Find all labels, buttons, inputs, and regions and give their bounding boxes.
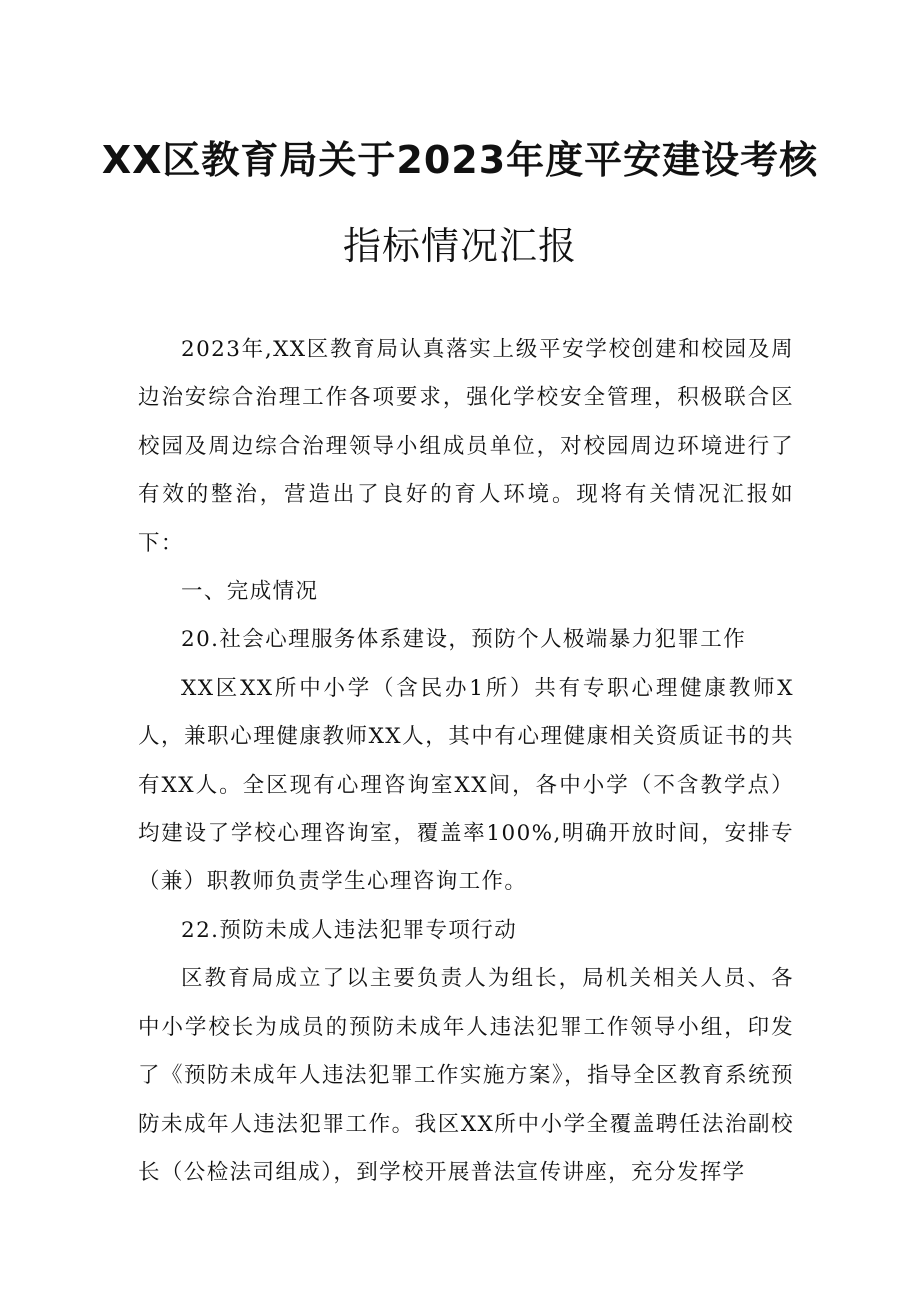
intro-paragraph: 2023年,XX区教育局认真落实上级平安学校创建和校园及周边治安综合治理工作各项要求，强化学校安全管理，积极联合区校园及周边综合治理领导小组成员单位，对校园周边环境进行了有效的整治，营造出了良好的育人环境。现将有关情况汇报如下： <box>138 337 794 556</box>
document-title-line-1: XX区教育局关于2023年度平安建设考核 <box>101 138 819 182</box>
document-title-line-2: 指标情况汇报 <box>342 224 577 268</box>
section-heading-completion: 一、完成情况 <box>181 579 319 605</box>
item-heading-20: 20.社会心理服务体系建设，预防个人极端暴力犯罪工作 <box>181 627 747 653</box>
document-body <box>138 326 794 1197</box>
item-22-paragraph: 区教育局成立了以主要负责人为组长，局机关相关人员、各中小学校长为成员的预防未成年人违法犯罪工作领导小组，印发了《预防未成年人违法犯罪工作实施方案》，指导全区教育系统预防未成年人违法犯罪工作。我区XX所中小学全覆盖聘任法治副校长（公检法司组成），到学校开展普法宣传讲座，充分发挥学 <box>138 966 794 1185</box>
item-heading-22: 22.预防未成人违法犯罪专项行动 <box>181 917 518 943</box>
item-20-paragraph: XX区XX所中小学（含民办1所）共有专职心理健康教师X人，兼职心理健康教师XX人，其中有心理健康相关资质证书的共有XX人。全区现有心理咨询室XX间，各中小学（不含教学点）均建设了学校心理咨询室，覆盖率100%,明确开放时间，安排专（兼）职教师负责学生心理咨询工作。 <box>138 675 794 895</box>
